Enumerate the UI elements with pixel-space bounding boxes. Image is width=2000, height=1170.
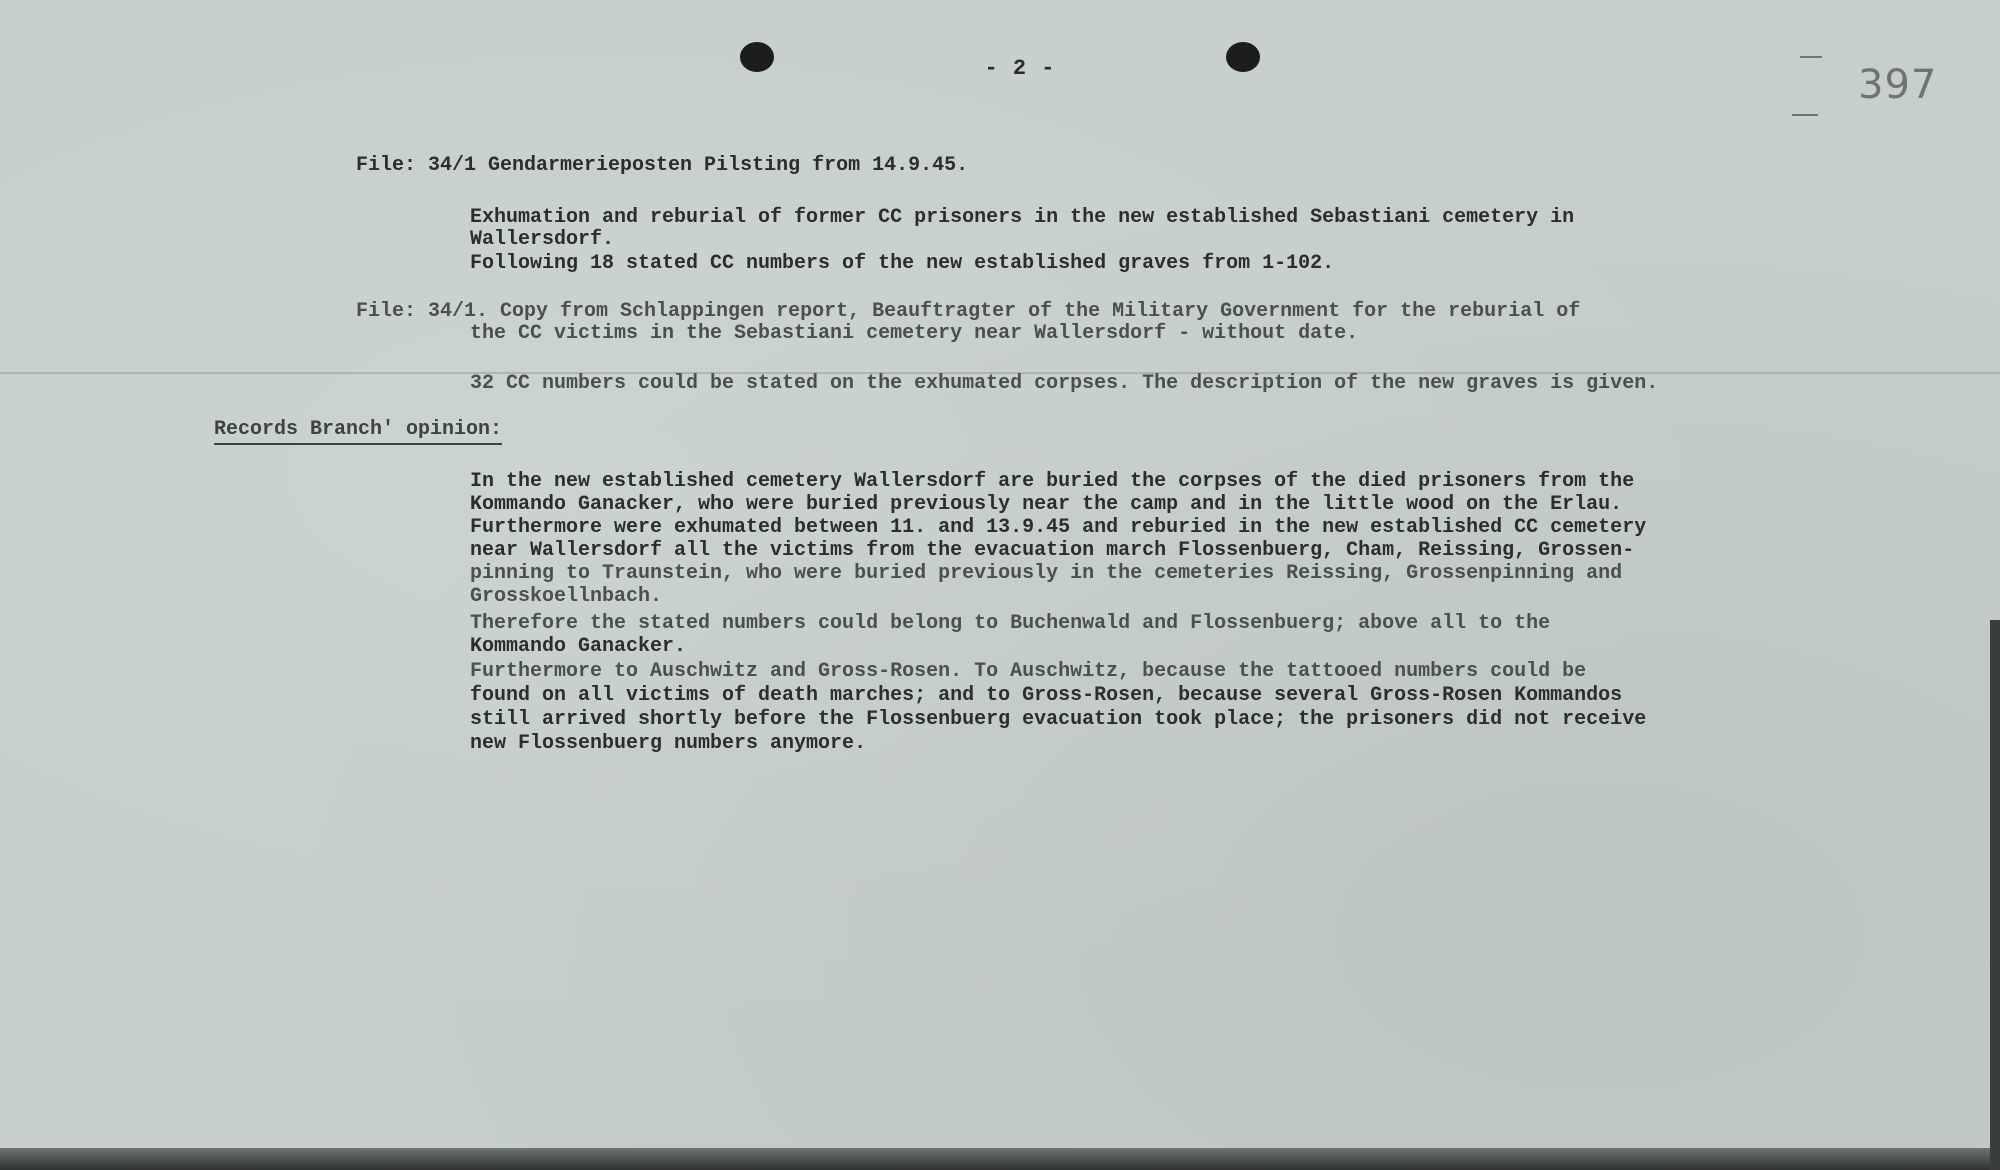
file-line: Wallersdorf. [470,228,615,251]
opinion-line: Therefore the stated numbers could belong to Buchenwald and Flossenbuerg; above all to the [470,612,1551,635]
opinion-line: still arrived shortly before the Flossenbuerg evacuation took place; the prisoners did not receive [470,708,1647,731]
folio-number: 397 [1858,62,1938,108]
file-line: Exhumation and reburial of former CC prisoners in the new established Sebastiani cemetery in [470,206,1575,229]
pencil-mark [1800,56,1822,58]
punch-hole-right [1226,42,1260,72]
opinion-line: pinning to Traunstein, who were buried previously in the cemeteries Reissing, Grossenpinning and [470,562,1623,585]
file-line: the CC victims in the Sebastiani cemetery near Wallersdorf - without date. [470,322,1359,345]
page-number: - 2 - [984,56,1056,81]
file-line: 32 CC numbers could be stated on the exhumated corpses. The description of the new graves is given. [470,372,1659,395]
opinion-line: Kommando Ganacker, who were buried previously near the camp and in the little wood on the Erlau. [470,493,1623,516]
opinion-line: near Wallersdorf all the victims from the evacuation march Flossenbuerg, Cham, Reissing, Grossen- [470,539,1635,562]
opinion-line: found on all victims of death marches; and to Gross-Rosen, because several Gross-Rosen Kommandos [470,684,1623,707]
opinion-line: Kommando Ganacker. [470,635,687,658]
opinion-line: Furthermore to Auschwitz and Gross-Rosen. To Auschwitz, because the tattooed numbers could be [470,660,1587,683]
pencil-mark [1792,114,1818,116]
opinion-line: Furthermore were exhumated between 11. and 13.9.45 and reburied in the new established CC cemetery [470,516,1647,539]
scan-bottom-edge [0,1148,2000,1170]
opinion-line: new Flossenbuerg numbers anymore. [470,732,867,755]
file-line: Following 18 stated CC numbers of the new established graves from 1-102. [470,252,1335,275]
file-header: File: 34/1 Gendarmerieposten Pilsting from 14.9.45. [356,154,969,177]
opinion-line: Grosskoellnbach. [470,585,663,608]
punch-hole-left [740,42,774,72]
opinion-line: In the new established cemetery Wallersdorf are buried the corpses of the died prisoners from the [470,470,1635,493]
opinion-heading: Records Branch' opinion: [214,418,502,445]
file-line: File: 34/1. Copy from Schlappingen report, Beauftragter of the Military Government for the reburial of [356,300,1581,323]
scan-right-edge [1990,620,2000,1170]
